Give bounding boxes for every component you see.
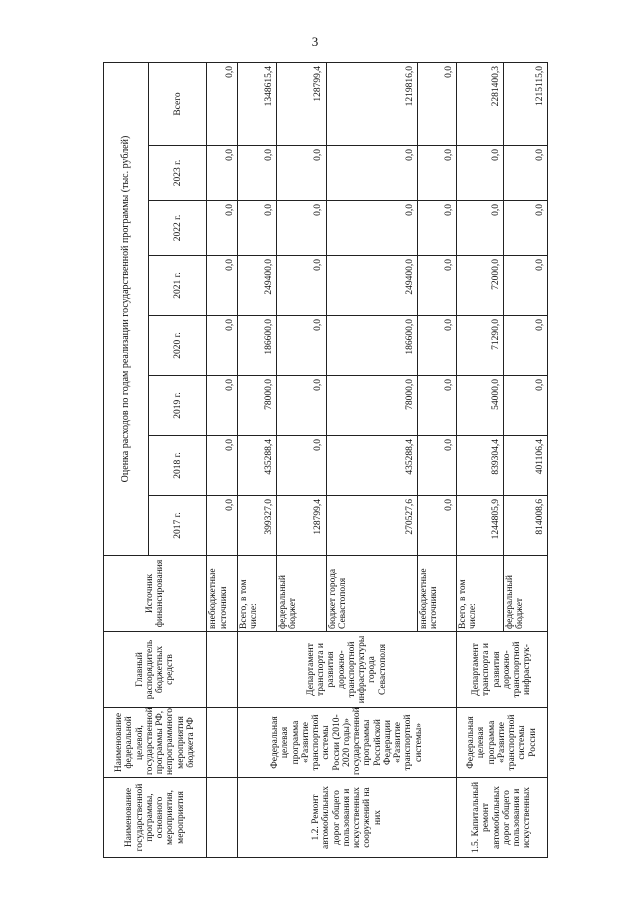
header-federal-program: Наименование федеральной целевой, государственной программы РФ, непрограммного мероприятия бюджета РФ	[104, 708, 207, 778]
header-measure: Наименование государственной программы, основного мероприятия, мероприятия	[104, 778, 207, 858]
value-cell: 0,0	[503, 376, 547, 436]
value-cell: 0,0	[276, 256, 326, 316]
header-costs-title: Оценка расходов по годам реализации государственной программы (тыс. рублей)	[104, 63, 149, 556]
value-cell: 0,0	[237, 201, 276, 256]
header-year-2023: 2023 г.	[149, 146, 207, 201]
funding-source-cell: внебюджетные источники	[207, 556, 237, 632]
value-cell: 1348615,4	[237, 63, 276, 146]
value-cell: 0,0	[237, 146, 276, 201]
value-cell: 435288,4	[326, 436, 417, 496]
table-row	[456, 63, 503, 858]
administrator-1-2: Департамент транспорта и развития дорожно-транспортной инфраструктуры города Севастополя	[237, 632, 456, 708]
funding-source-cell: бюджет города Севастополя	[326, 556, 417, 632]
table-row	[207, 63, 237, 858]
header-funding-source: Источник финансирования	[104, 556, 207, 632]
table-row	[237, 63, 276, 858]
value-cell: 0,0	[456, 146, 503, 201]
value-cell: 0,0	[207, 146, 237, 201]
funding-source-cell: федеральный бюджет	[503, 556, 547, 632]
value-cell: 401106,4	[503, 436, 547, 496]
page-number: 3	[311, 34, 319, 49]
value-cell: 0,0	[207, 63, 237, 146]
value-cell: 0,0	[207, 376, 237, 436]
value-cell: 0,0	[276, 376, 326, 436]
value-cell: 435288,4	[237, 436, 276, 496]
value-cell: 0,0	[503, 201, 547, 256]
value-cell: 71290,0	[456, 316, 503, 376]
value-cell: 839304,4	[456, 436, 503, 496]
header-budget-administrator: Главный распорядитель бюджетных средств	[104, 632, 207, 708]
federal-cell-empty	[207, 708, 237, 778]
value-cell: 0,0	[418, 63, 457, 146]
header-year-2019: 2019 г.	[149, 376, 207, 436]
value-cell: 0,0	[207, 316, 237, 376]
value-cell: 0,0	[418, 316, 457, 376]
header-year-2017: 2017 г.	[149, 496, 207, 556]
value-cell: 0,0	[418, 376, 457, 436]
value-cell: 0,0	[418, 496, 457, 556]
measure-cell-empty	[207, 778, 237, 858]
value-cell: 1244805,9	[456, 496, 503, 556]
value-cell: 78000,0	[237, 376, 276, 436]
value-cell: 249400,0	[326, 256, 417, 316]
rotated-table-frame	[103, 63, 548, 858]
value-cell: 0,0	[276, 436, 326, 496]
funding-source-cell: Всего, в том числе:	[237, 556, 276, 632]
value-cell: 78000,0	[326, 376, 417, 436]
header-year-2020: 2020 г.	[149, 316, 207, 376]
header-total: Всего	[149, 63, 207, 146]
value-cell: 0,0	[276, 146, 326, 201]
value-cell: 0,0	[418, 436, 457, 496]
value-cell: 0,0	[276, 201, 326, 256]
value-cell: 0,0	[456, 201, 503, 256]
value-cell: 0,0	[326, 146, 417, 201]
value-cell: 0,0	[503, 256, 547, 316]
value-cell: 0,0	[503, 316, 547, 376]
value-cell: 0,0	[207, 201, 237, 256]
funding-source-cell: федеральный бюджет	[276, 556, 326, 632]
value-cell: 270527,6	[326, 496, 417, 556]
value-cell: 2281400,3	[456, 63, 503, 146]
value-cell: 72000,0	[456, 256, 503, 316]
measure-1-5: 1.5. Капитальный ремонт автомобильных дорог общего пользования и искусственных	[456, 778, 547, 858]
value-cell: 128799,4	[276, 63, 326, 146]
measure-1-2: 1.2. Ремонт автомобильных дорог общего пользования и искусственных сооружений на них	[237, 778, 456, 858]
federal-program-1-2: Федеральная целевая программа «Развитие транспортной системы России (2010-2020 годы)» государственной программы Российской Федерации «Развитие транспортной системы»	[237, 708, 456, 778]
value-cell: 0,0	[503, 146, 547, 201]
header-year-2021: 2021 г.	[149, 256, 207, 316]
header-year-2022: 2022 г.	[149, 201, 207, 256]
value-cell: 0,0	[276, 316, 326, 376]
value-cell: 399327,0	[237, 496, 276, 556]
budget-table	[103, 62, 548, 858]
value-cell: 0,0	[418, 256, 457, 316]
administrator-1-5: Департамент транспорта и развития дорожно-транспортной инфраструк-	[456, 632, 547, 708]
value-cell: 186600,0	[326, 316, 417, 376]
value-cell: 0,0	[207, 256, 237, 316]
value-cell: 0,0	[326, 201, 417, 256]
funding-source-cell: внебюджетные источники	[418, 556, 457, 632]
federal-program-1-5: Федеральная целевая программа «Развитие транспортной системы России	[456, 708, 547, 778]
value-cell: 0,0	[418, 146, 457, 201]
value-cell: 54000,0	[456, 376, 503, 436]
value-cell: 0,0	[207, 496, 237, 556]
value-cell: 1219816,0	[326, 63, 417, 146]
value-cell: 249400,0	[237, 256, 276, 316]
value-cell: 128799,4	[276, 496, 326, 556]
value-cell: 0,0	[418, 201, 457, 256]
value-cell: 814008,6	[503, 496, 547, 556]
value-cell: 0,0	[207, 436, 237, 496]
funding-source-cell: Всего, в том числе:	[456, 556, 503, 632]
value-cell: 186600,0	[237, 316, 276, 376]
value-cell: 1215115,0	[503, 63, 547, 146]
header-year-2018: 2018 г.	[149, 436, 207, 496]
admin-cell-empty	[207, 632, 237, 708]
